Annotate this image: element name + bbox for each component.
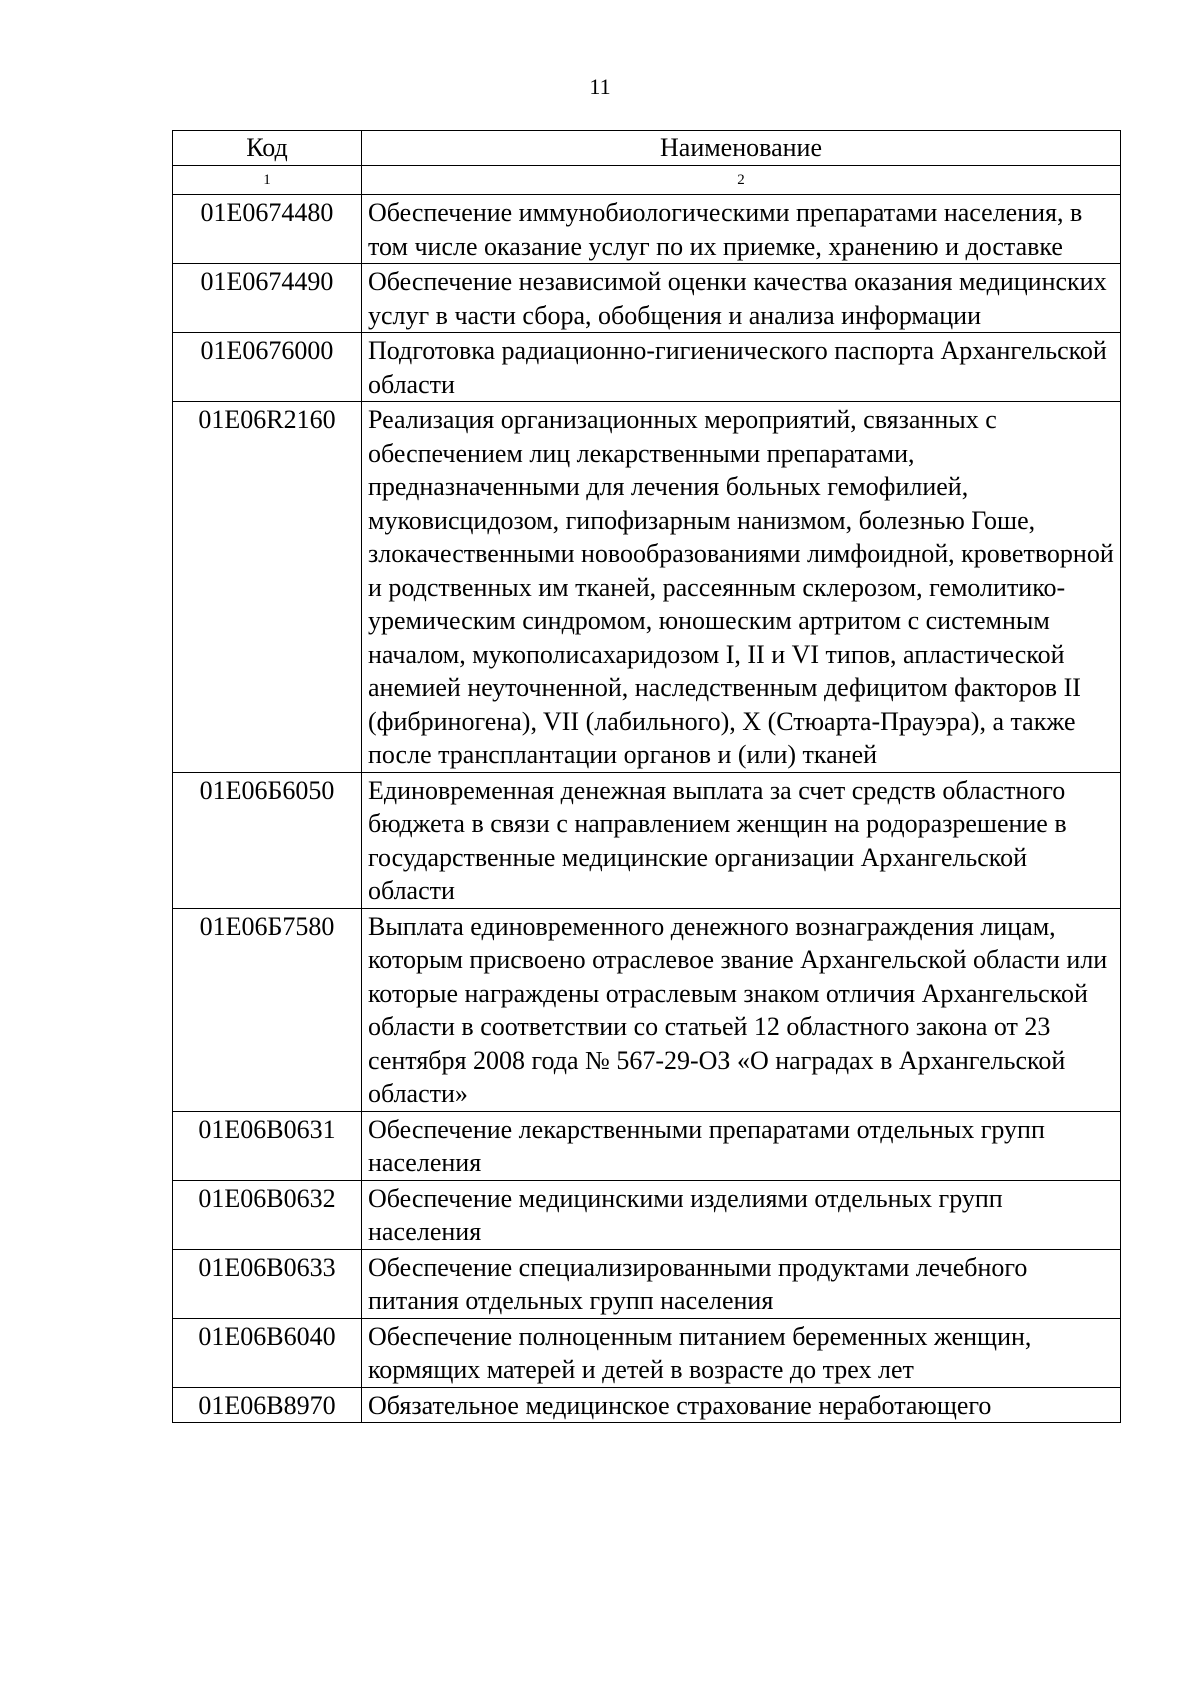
table-row xyxy=(173,1111,1121,1180)
budget-code-table xyxy=(172,130,1121,1423)
row-code: 01E06R2160 xyxy=(173,402,362,773)
table-row xyxy=(173,1249,1121,1318)
row-name: Выплата единовременного денежного вознаграждения лицам, которым присвоено отраслевое звание Архангельской области или которые награждены отраслевым знаком отличия Архангельской области в соответствии со статьей 12 областного закона от 23 сентября 2008 года № 567-29-ОЗ «О наградах в Архангельской области» xyxy=(362,908,1121,1111)
column-number-row xyxy=(173,166,1121,195)
row-name: Обязательное медицинское страхование неработающего xyxy=(362,1387,1121,1423)
row-code: 01E0676000 xyxy=(173,333,362,402)
header-name: Наименование xyxy=(362,131,1121,166)
table-row xyxy=(173,908,1121,1111)
page-number: 11 xyxy=(589,74,611,99)
table-header-row xyxy=(173,131,1121,166)
row-name: Обеспечение полноценным питанием беременных женщин, кормящих матерей и детей в возрасте до трех лет xyxy=(362,1318,1121,1387)
row-code: 01E0674490 xyxy=(173,264,362,333)
row-name: Подготовка радиационно-гигиенического паспорта Архангельской области xyxy=(362,333,1121,402)
row-name: Обеспечение специализированными продуктами лечебного питания отдельных групп населения xyxy=(362,1249,1121,1318)
row-name: Обеспечение лекарственными препаратами отдельных групп населения xyxy=(362,1111,1121,1180)
table-row xyxy=(173,402,1121,773)
header-code: Код xyxy=(173,131,362,166)
row-code: 01E06Б6050 xyxy=(173,772,362,908)
row-name: Обеспечение медицинскими изделиями отдельных групп населения xyxy=(362,1180,1121,1249)
row-code: 01E06B8970 xyxy=(173,1387,362,1423)
row-name: Обеспечение независимой оценки качества оказания медицинских услуг в части сбора, обобщения и анализа информации xyxy=(362,264,1121,333)
row-code: 01E06B0633 xyxy=(173,1249,362,1318)
row-code: 01E0674480 xyxy=(173,195,362,264)
table-body xyxy=(173,195,1121,1423)
column-number-code: 1 xyxy=(173,166,362,195)
row-name: Реализация организационных мероприятий, связанных с обеспечением лиц лекарственными препаратами, предназначенными для лечения больных гемофилией, муковисцидозом, гипофизарным нанизмом, болезнью Гоше, злокачественными новообразованиями лимфоидной, кроветворной и родственных им тканей, рассеянным склерозом, гемолитико-уремическим синдромом, юношеским артритом с системным началом, мукополисахаридозом I, II и VI типов, апластической анемией неуточненной, наследственным дефицитом факторов II (фибриногена), VII (лабильного), X (Стюарта-Прауэра), а также после трансплантации органов и (или) тканей xyxy=(362,402,1121,773)
column-number-name: 2 xyxy=(362,166,1121,195)
table-row xyxy=(173,1387,1121,1423)
row-name: Обеспечение иммунобиологическими препаратами населения, в том числе оказание услуг по их приемке, хранению и доставке xyxy=(362,195,1121,264)
table-row xyxy=(173,333,1121,402)
table-row xyxy=(173,264,1121,333)
row-code: 01E06B0631 xyxy=(173,1111,362,1180)
row-code: 01E06B0632 xyxy=(173,1180,362,1249)
row-code: 01E06Б7580 xyxy=(173,908,362,1111)
row-code: 01E06B6040 xyxy=(173,1318,362,1387)
table-row xyxy=(173,195,1121,264)
row-name: Единовременная денежная выплата за счет средств областного бюджета в связи с направлением женщин на родоразрешение в государственные медицинские организации Архангельской области xyxy=(362,772,1121,908)
table-row xyxy=(173,1318,1121,1387)
table-row xyxy=(173,772,1121,908)
table-row xyxy=(173,1180,1121,1249)
